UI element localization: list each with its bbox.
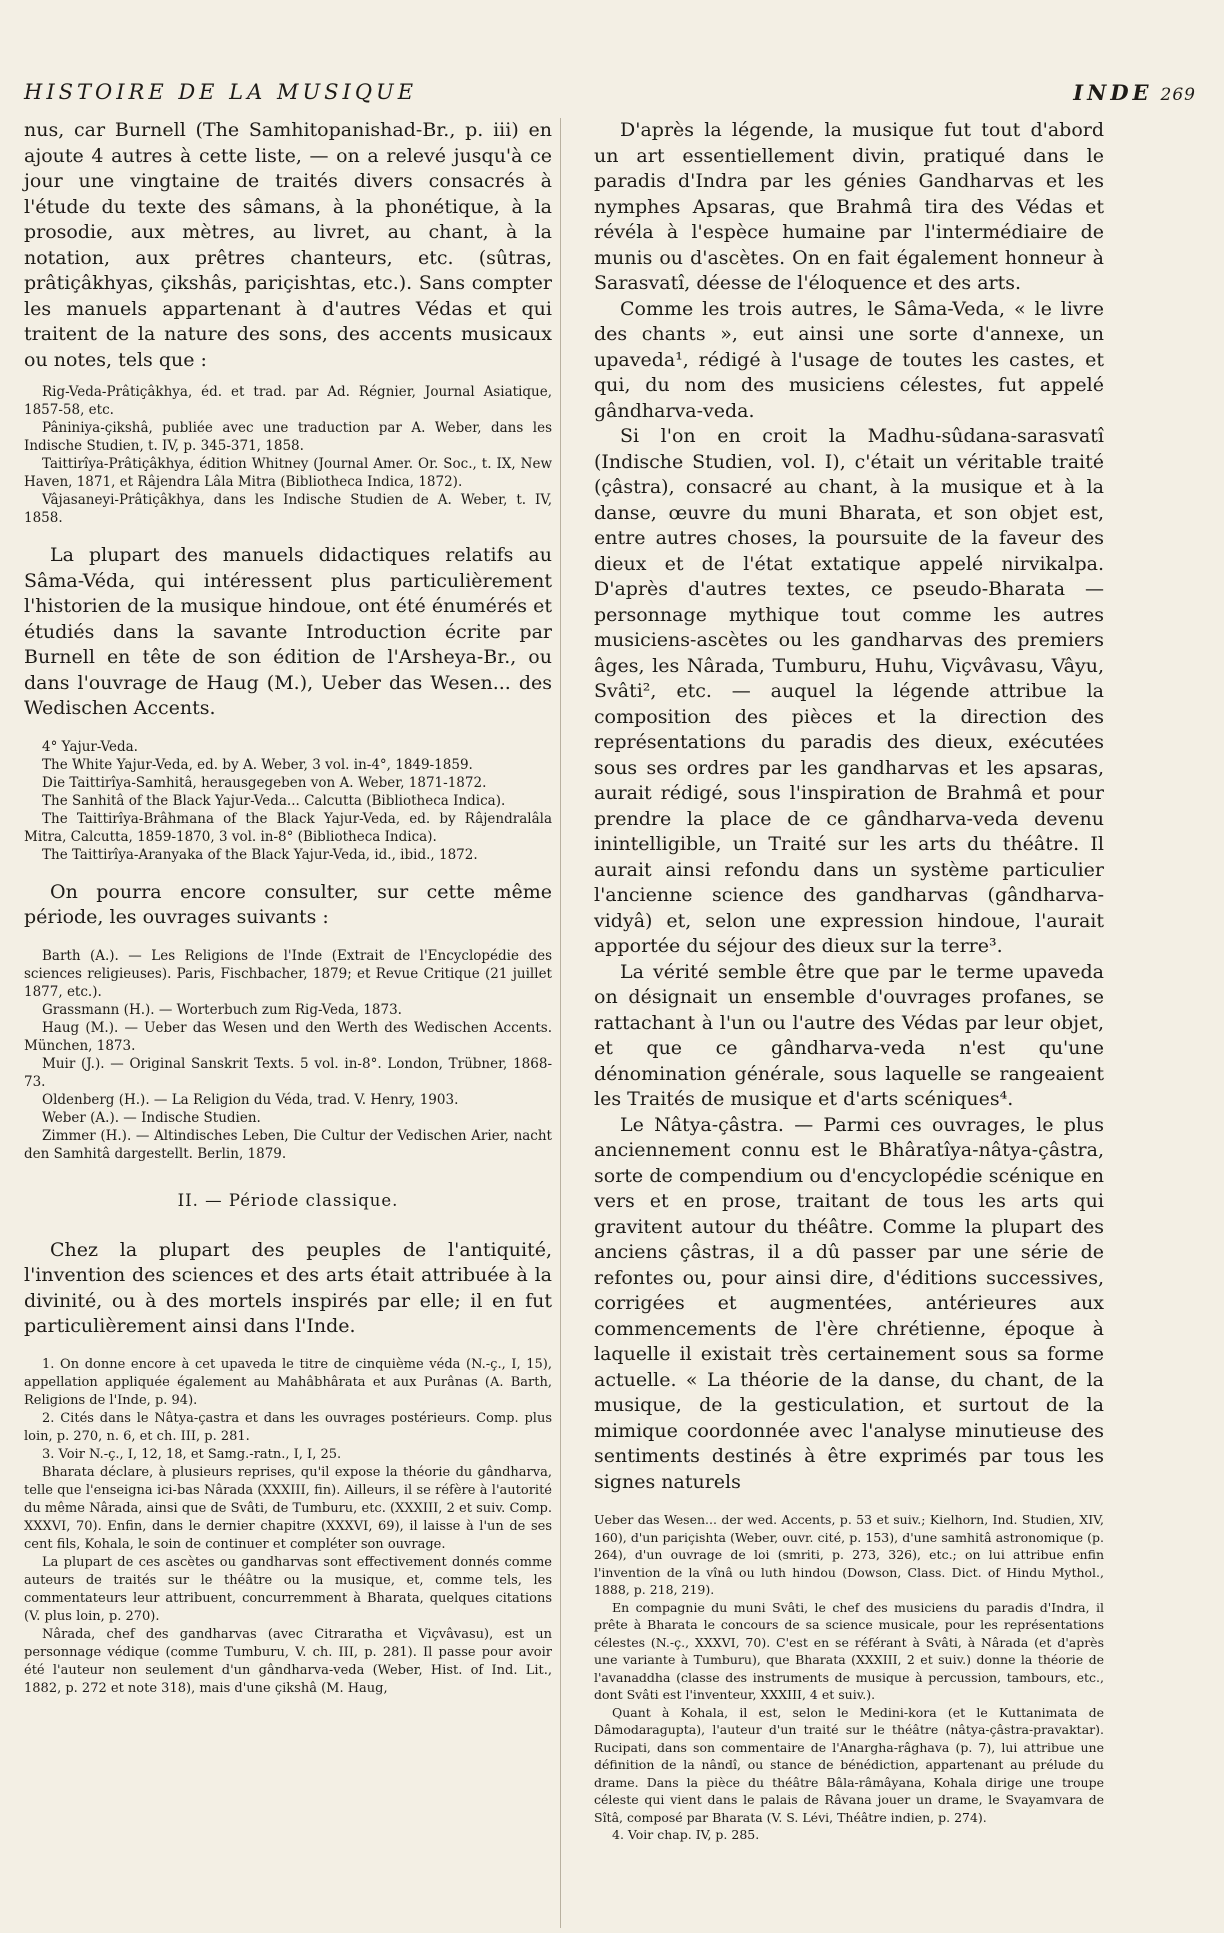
reference: The White Yajur-Veda, ed. by A. Weber, 3 vol. in-4°, 1849-1859. xyxy=(42,756,473,773)
paragraph: D'après la légende, la musique fut tout d'abord un art essentiellement divin, pratiqué dans le paradis d'Indra par les génies Gandharvas et les nymphes Apsaras, que Brahmâ tira des Védas et révéla à l'espèce humaine par l'intermédiaire de munis ou d'ascètes. On en fait également honneur à Sarasvatî, déesse de l'éloquence et des arts. xyxy=(594,119,1104,294)
paragraph: nus, car Burnell (The Samhitopanishad-Br., p. iii) en ajoute 4 autres à cette liste, — on a relevé jusqu'à ce jour une vingtaine de traités divers consacrés à l'étude du texte des sâmans, à la phonétique, à la prosodie, aux mètres, au livret, au chant, à la notation, aux prêtres chanteurs, etc. (sûtras, prâtiçâkhyas, çikshâs, pariçishtas, etc.). Sans compter les manuels appartenant à d'autres Védas et qui traitent de la nature des sons, des accents musicaux ou notes, tels que : xyxy=(24,119,552,371)
column-divider xyxy=(560,118,561,1928)
bibliography-entry: Muir (J.). — Original Sanskrit Texts. 5 vol. in-8°. London, Trübner, 1868-73. xyxy=(24,1055,552,1090)
reference: Rig-Veda-Prâtiçâkhya, éd. et trad. par Ad. Régnier, Journal Asiatique, 1857-58, etc. xyxy=(24,384,552,418)
running-title: HISTOIRE DE LA MUSIQUE xyxy=(24,80,418,104)
reference: The Taittirîya-Aranyaka of the Black Yajur-Veda, id., ibid., 1872. xyxy=(42,846,478,863)
reference: The Taittirîya-Brâhmana of the Black Yajur-Veda, ed. by Râjendralâla Mitra, Calcutta, 1859-1870, 3 vol. in-8° (Bibliotheca Indica). xyxy=(24,810,552,845)
left-column xyxy=(24,118,552,1698)
footnote: En compagnie du muni Svâti, le chef des musiciens du paradis d'Indra, il prête à Bharata le concours de sa science musicale, pour les représentations célestes (N.-ç., XXXVI, 70). C'est en se référant à Svâti, à Nârada (et d'après une variante à Tumburu), que Bharata (XXXIII, 2 et suiv.) donne la théorie de l'avanaddha (classe des instruments de musique à percussion, tambours, etc., dont Svâti est l'inventeur, XXXIII, 4 et suiv.). xyxy=(594,1599,1104,1702)
section-heading: II. — Période classique. xyxy=(177,1190,399,1210)
footnote: 3. Voir N.-ç., I, 12, 18, et Samg.-ratn., I, I, 25. xyxy=(42,1446,342,1462)
paragraph: Comme les trois autres, le Sâma-Veda, « le livre des chants », eut ainsi une sorte d'annexe, un upaveda¹, rédigé à l'usage de toutes les castes, et qui, du nom des musiciens célestes, fut appelé gândharva-veda. xyxy=(594,297,1104,422)
footnote: 1. On donne encore à cet upaveda le titre de cinquième véda (N.-ç., I, 15), appellation appliquée également au Mahâbhârata et aux Purânas (A. Barth, Religions de l'Inde, p. 94). xyxy=(24,1356,552,1408)
reference-heading: 4° Yajur-Veda. xyxy=(42,738,138,755)
reference: Taittirîya-Prâtiçâkhya, édition Whitney (Journal Amer. Or. Soc., t. IX, New Haven, 1871, et Râjendra Lâla Mitra (Bibliotheca Indica, 1872). xyxy=(24,456,552,490)
bibliography-entry: Grassmann (H.). — Worterbuch zum Rig-Veda, 1873. xyxy=(42,1001,402,1018)
paragraph: On pourra encore consulter, sur cette même période, les ouvrages suivants : xyxy=(24,880,552,928)
reference-list xyxy=(24,383,552,527)
section-name: INDE xyxy=(1073,80,1153,105)
paragraph: Si l'on en croit la Madhu-sûdana-sarasvatî (Indische Studien, vol. I), c'était un véritable traité (çâstra), consacré au chant, à la musique et à la danse, œuvre du muni Bharata, et son objet est, entre autres choses, la poursuite de la faveur des dieux et de l'état extatique appelé nirvikalpa. D'après d'autres textes, ce pseudo-Bharata — personnage mythique tout comme les autres musiciens-ascètes ou les gandharvas des premiers âges, les Nârada, Tumburu, Huhu, Viçvâvasu, Vâyu, Svâti², etc. — auquel la légende attribue la composition des pièces et la direction des représentations du paradis des dieux, exécutées sous ses ordres par les gandharvas et les apsaras, aurait rédigé, sous l'inspiration de Brahmâ et pour prendre la place de ce gândharva-veda devenu inintelligible, un Traité sur les arts du théâtre. Il aurait ainsi refondu dans un système particulier l'ancienne science des gandharvas (gândharva-vidyâ) et, selon une expression hindoue, l'aurait apportée du séjour des dieux sur la terre³. xyxy=(594,425,1104,957)
reference-list xyxy=(24,738,552,864)
bibliography-entry: Weber (A.). — Indische Studien. xyxy=(42,1109,261,1126)
footnote: Bharata déclare, à plusieurs reprises, qu'il expose la théorie du gândharva, telle que l'enseigna ici-bas Nârada (XXXIII, fin). Ailleurs, il se réfère à l'autorité du même Nârada, ainsi que de Svâti, de Tumburu, etc. (XXXIII, 2 et suiv. Comp. XXXVI, 70). Enfin, dans le dernier chapitre (XXXVI, 69), il laisse à l'un de ses cent fils, Kohala, le soin de continuer et compléter son ouvrage. xyxy=(24,1464,552,1552)
paragraph: Le Nâtya-çâstra. — Parmi ces ouvrages, le plus anciennement connu est le Bhâratîya-nâtya-çâstra, sorte de compendium ou d'encyclopédie scénique en vers et en prose, traitant de tous les arts qui gravitent autour du théâtre. Comme la plupart des anciens çâstras, il a dû passer par une série de refontes ou, pour ainsi dire, d'éditions successives, corrigées et augmentées, antérieures aux commencements de l'ère chrétienne, époque à laquelle il existait très certainement sous sa forme actuelle. « La théorie de la danse, du chant, de la musique, de la gesticulation, et surtout de la mimique coordonnée avec l'analyse minutieuse des sentiments destinés à être exprimés par tous les signes naturels xyxy=(594,1113,1104,1493)
bibliography-entry: Zimmer (H.). — Altindisches Leben, Die Cultur der Vedischen Arier, nacht den Samhitâ dargestellt. Berlin, 1879. xyxy=(24,1127,552,1162)
footnote: La plupart de ces ascètes ou gandharvas sont effectivement donnés comme auteurs de traités sur le théâtre ou la musique, et, comme tels, les commentateurs leur attribuent, concurremment à Bharata, quelques citations (V. plus loin, p. 270). xyxy=(24,1554,552,1624)
bibliography xyxy=(24,947,552,1163)
paragraph: La vérité semble être que par le terme upaveda on désignait un ensemble d'ouvrages profanes, se rattachant à l'un ou l'autre des Védas par leur objet, et que ce gândharva-veda n'est qu'une dénomination générale, sous laquelle se rangeaient les Traités de musique et d'arts scéniques⁴. xyxy=(594,960,1104,1110)
right-column xyxy=(594,118,1104,1844)
footnote: Nârada, chef des gandharvas (avec Citraratha et Viçvâvasu), est un personnage védique (comme Tumburu, V. ch. III, p. 281). Il passe pour avoir été l'auteur non seulement d'un gândharva-veda (Weber, Hist. of Ind. Lit., 1882, p. 272 et note 318), mais d'une çikshâ (M. Haug, xyxy=(24,1626,552,1696)
bibliography-entry: Haug (M.). — Ueber das Wesen und den Werth des Wedischen Accents. München, 1873. xyxy=(24,1019,552,1054)
paragraph: La plupart des manuels didactiques relatifs au Sâma-Véda, qui intéressent plus particulièrement l'historien de la musique hindoue, ont été énumérés et étudiés dans la savante Introduction écrite par Burnell en tête de son édition de l'Arsheya-Br., ou dans l'ouvrage de Haug (M.), Ueber das Wesen... des Wedischen Accents. xyxy=(24,544,552,719)
page-number: 269 xyxy=(1160,85,1196,105)
bibliography-entry: Oldenberg (H.). — La Religion du Véda, trad. V. Henry, 1903. xyxy=(42,1091,459,1108)
running-header-right xyxy=(1073,80,1196,105)
reference: Vâjasaneyi-Prâtiçâkhya, dans les Indische Studien de A. Weber, t. IV, 1858. xyxy=(24,492,552,526)
reference: The Sanhitâ of the Black Yajur-Veda... Calcutta (Bibliotheca Indica). xyxy=(42,792,506,809)
bibliography-entry: Barth (A.). — Les Religions de l'Inde (Extrait de l'Encyclopédie des sciences religieuses). Paris, Fischbacher, 1879; et Revue Critique (21 juillet 1877, etc.). xyxy=(24,947,552,1000)
footnote: Quant à Kohala, il est, selon le Medini-kora (et le Kuttanimata de Dâmodaragupta), l'auteur d'un traité sur le théâtre (nâtya-çâstra-pravaktar). Rucipati, dans son commentaire de l'Anargha-râghava (p. 7), lui attribue une définition de la nândî, ou stance de bénédiction, appartenant au prélude du drame. Dans la pièce du théâtre Bâla-râmâyana, Kohala dirige une troupe céleste qui vient dans le palais de Râvana jouer un drame, le Svayamvara de Sîtâ, composé par Bharata (V. S. Lévi, Théâtre indien, p. 274). xyxy=(594,1704,1104,1825)
footnotes xyxy=(594,1511,1104,1844)
reference: Pâniniya-çikshâ, publiée avec une traduction par A. Weber, dans les Indische Studien, t. IV, p. 345-371, 1858. xyxy=(24,420,552,454)
footnote: 4. Voir chap. IV, p. 285. xyxy=(612,1827,760,1842)
footnote: 2. Cités dans le Nâtya-çastra et dans les ouvrages postérieurs. Comp. plus loin, p. 270, n. 6, et ch. III, p. 281. xyxy=(24,1410,552,1444)
paragraph: Chez la plupart des peuples de l'antiquité, l'invention des sciences et des arts était attribuée à la divinité, ou à des mortels inspirés par elle; il en fut particulièrement ainsi dans l'Inde. xyxy=(24,1238,552,1337)
reference: Die Taittirîya-Samhitâ, herausgegeben von A. Weber, 1871-1872. xyxy=(42,774,487,791)
footnote: Ueber das Wesen... der wed. Accents, p. 53 et suiv.; Kielhorn, Ind. Studien, XIV, 160), d'un pariçishta (Weber, ouvr. cité, p. 153), d'une samhitâ astronomique (p. 264), d'un ouvrage de loi (smriti, p. 273, 326), etc.; on lui attribue enfin l'invention de la vînâ ou luth hindou (Dowson, Class. Dict. of Hindu Mythol., 1888, p. 218, 219). xyxy=(594,1512,1104,1597)
footnotes xyxy=(24,1356,552,1698)
